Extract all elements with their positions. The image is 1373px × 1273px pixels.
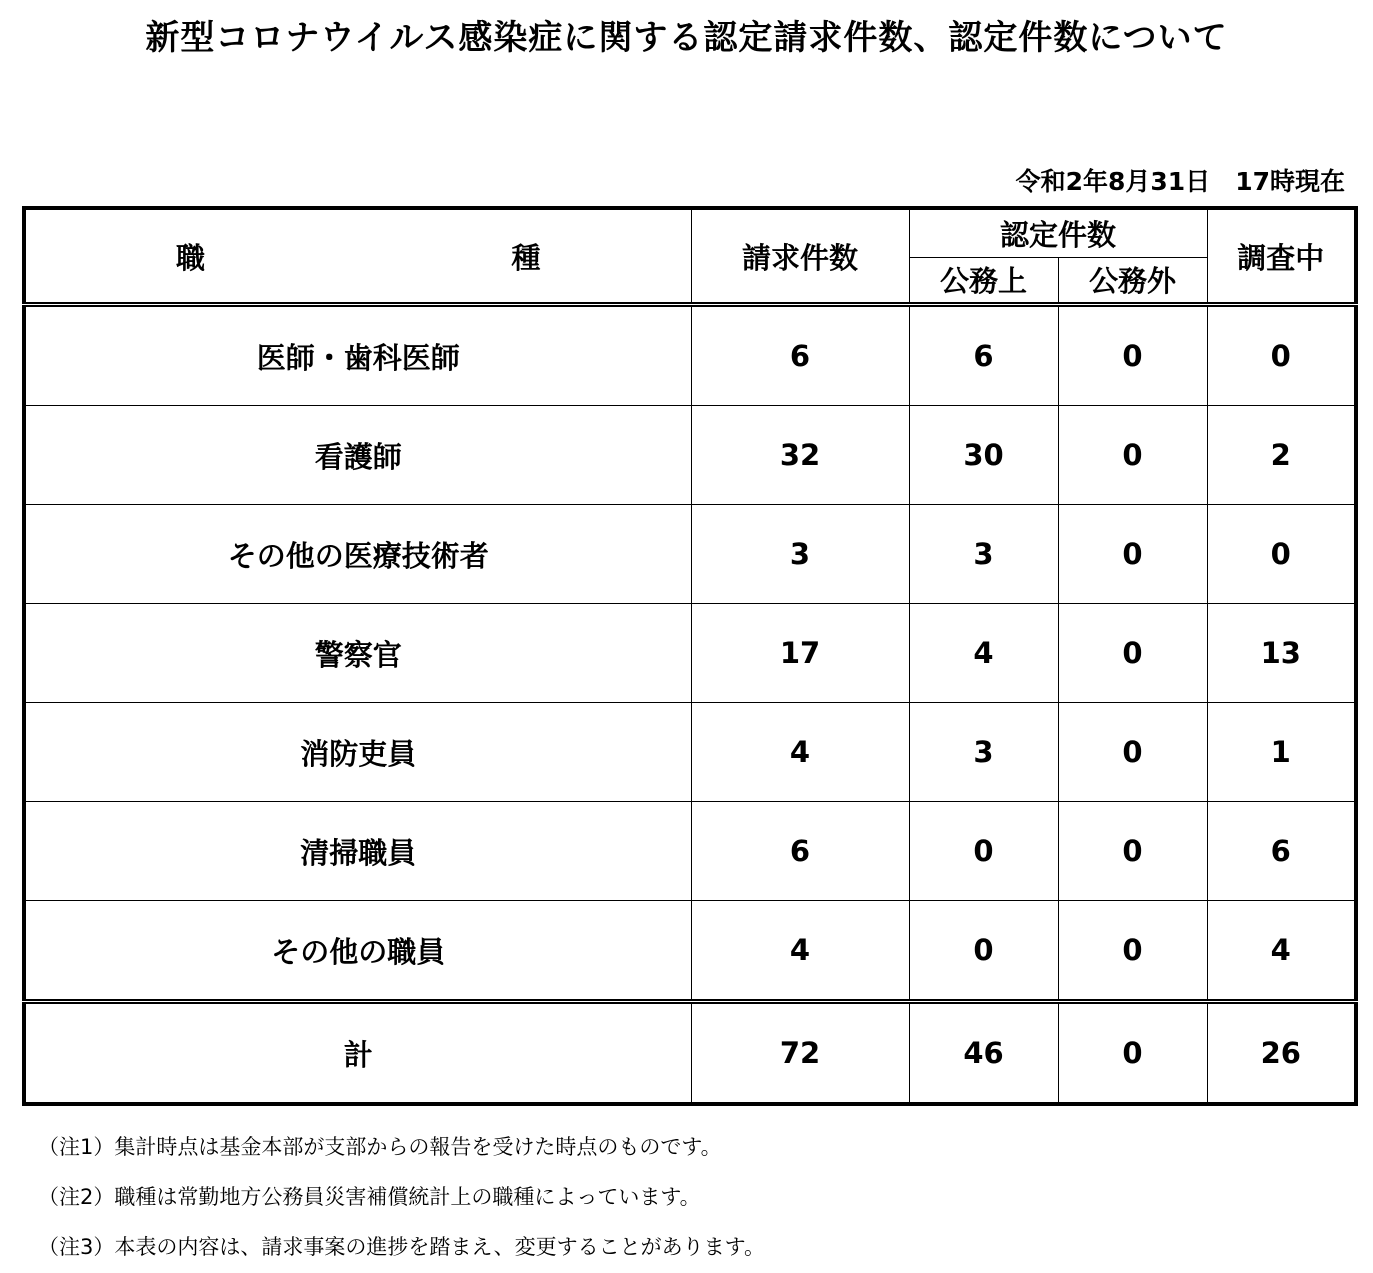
- row-non-official: 0: [1058, 901, 1207, 1002]
- footnotes: [38, 1122, 765, 1272]
- row-non-official: 0: [1058, 305, 1207, 406]
- header-job-type: [24, 208, 691, 305]
- table-row: [24, 305, 1356, 406]
- row-requests: 6: [691, 802, 909, 901]
- table-row: [24, 703, 1356, 802]
- header-requests: 請求件数: [691, 208, 909, 305]
- row-investigating: 13: [1207, 604, 1356, 703]
- row-job: その他の職員: [24, 901, 691, 1002]
- total-official: 46: [909, 1002, 1058, 1105]
- total-label: 計: [24, 1002, 691, 1105]
- row-non-official: 0: [1058, 505, 1207, 604]
- row-official: 0: [909, 802, 1058, 901]
- footnote-1: （注1）集計時点は基金本部が支部からの報告を受けた時点のものです。: [38, 1135, 722, 1159]
- row-official: 4: [909, 604, 1058, 703]
- footnote-2: （注2）職種は常勤地方公務員災害補償統計上の職種によっています。: [38, 1185, 701, 1209]
- row-job: 看護師: [24, 406, 691, 505]
- row-requests: 3: [691, 505, 909, 604]
- row-non-official: 0: [1058, 406, 1207, 505]
- total-non-official: 0: [1058, 1002, 1207, 1105]
- as-of-date: 令和2年8月31日 17時現在: [1015, 167, 1345, 196]
- total-row: [24, 1002, 1356, 1105]
- row-requests: 4: [691, 901, 909, 1002]
- footnote-3: （注3）本表の内容は、請求事案の進捗を踏まえ、変更することがあります。: [38, 1235, 765, 1259]
- row-job: 医師・歯科医師: [24, 305, 691, 406]
- row-investigating: 1: [1207, 703, 1356, 802]
- header-certified: 認定件数: [909, 208, 1207, 257]
- row-investigating: 4: [1207, 901, 1356, 1002]
- total-investigating: 26: [1207, 1002, 1356, 1105]
- certification-table: [22, 206, 1358, 1106]
- row-non-official: 0: [1058, 703, 1207, 802]
- row-investigating: 0: [1207, 305, 1356, 406]
- row-non-official: 0: [1058, 802, 1207, 901]
- row-official: 6: [909, 305, 1058, 406]
- row-official: 0: [909, 901, 1058, 1002]
- table-row: [24, 604, 1356, 703]
- table-row: [24, 505, 1356, 604]
- row-job: 消防吏員: [24, 703, 691, 802]
- row-investigating: 6: [1207, 802, 1356, 901]
- header-job-left: 職: [176, 240, 206, 275]
- table-row: [24, 802, 1356, 901]
- header-non-official: 公務外: [1058, 257, 1207, 305]
- header-job-right: 種: [511, 240, 541, 275]
- row-requests: 17: [691, 604, 909, 703]
- row-requests: 6: [691, 305, 909, 406]
- row-non-official: 0: [1058, 604, 1207, 703]
- page-title: 新型コロナウイルス感染症に関する認定請求件数、認定件数について: [145, 18, 1228, 58]
- row-investigating: 2: [1207, 406, 1356, 505]
- total-requests: 72: [691, 1002, 909, 1105]
- row-requests: 32: [691, 406, 909, 505]
- table-row: [24, 406, 1356, 505]
- row-official: 3: [909, 505, 1058, 604]
- header-investigating: 調査中: [1207, 208, 1356, 305]
- header-official: 公務上: [909, 257, 1058, 305]
- row-requests: 4: [691, 703, 909, 802]
- table-row: [24, 901, 1356, 1002]
- row-official: 30: [909, 406, 1058, 505]
- row-job: その他の医療技術者: [24, 505, 691, 604]
- row-job: 清掃職員: [24, 802, 691, 901]
- row-investigating: 0: [1207, 505, 1356, 604]
- row-job: 警察官: [24, 604, 691, 703]
- row-official: 3: [909, 703, 1058, 802]
